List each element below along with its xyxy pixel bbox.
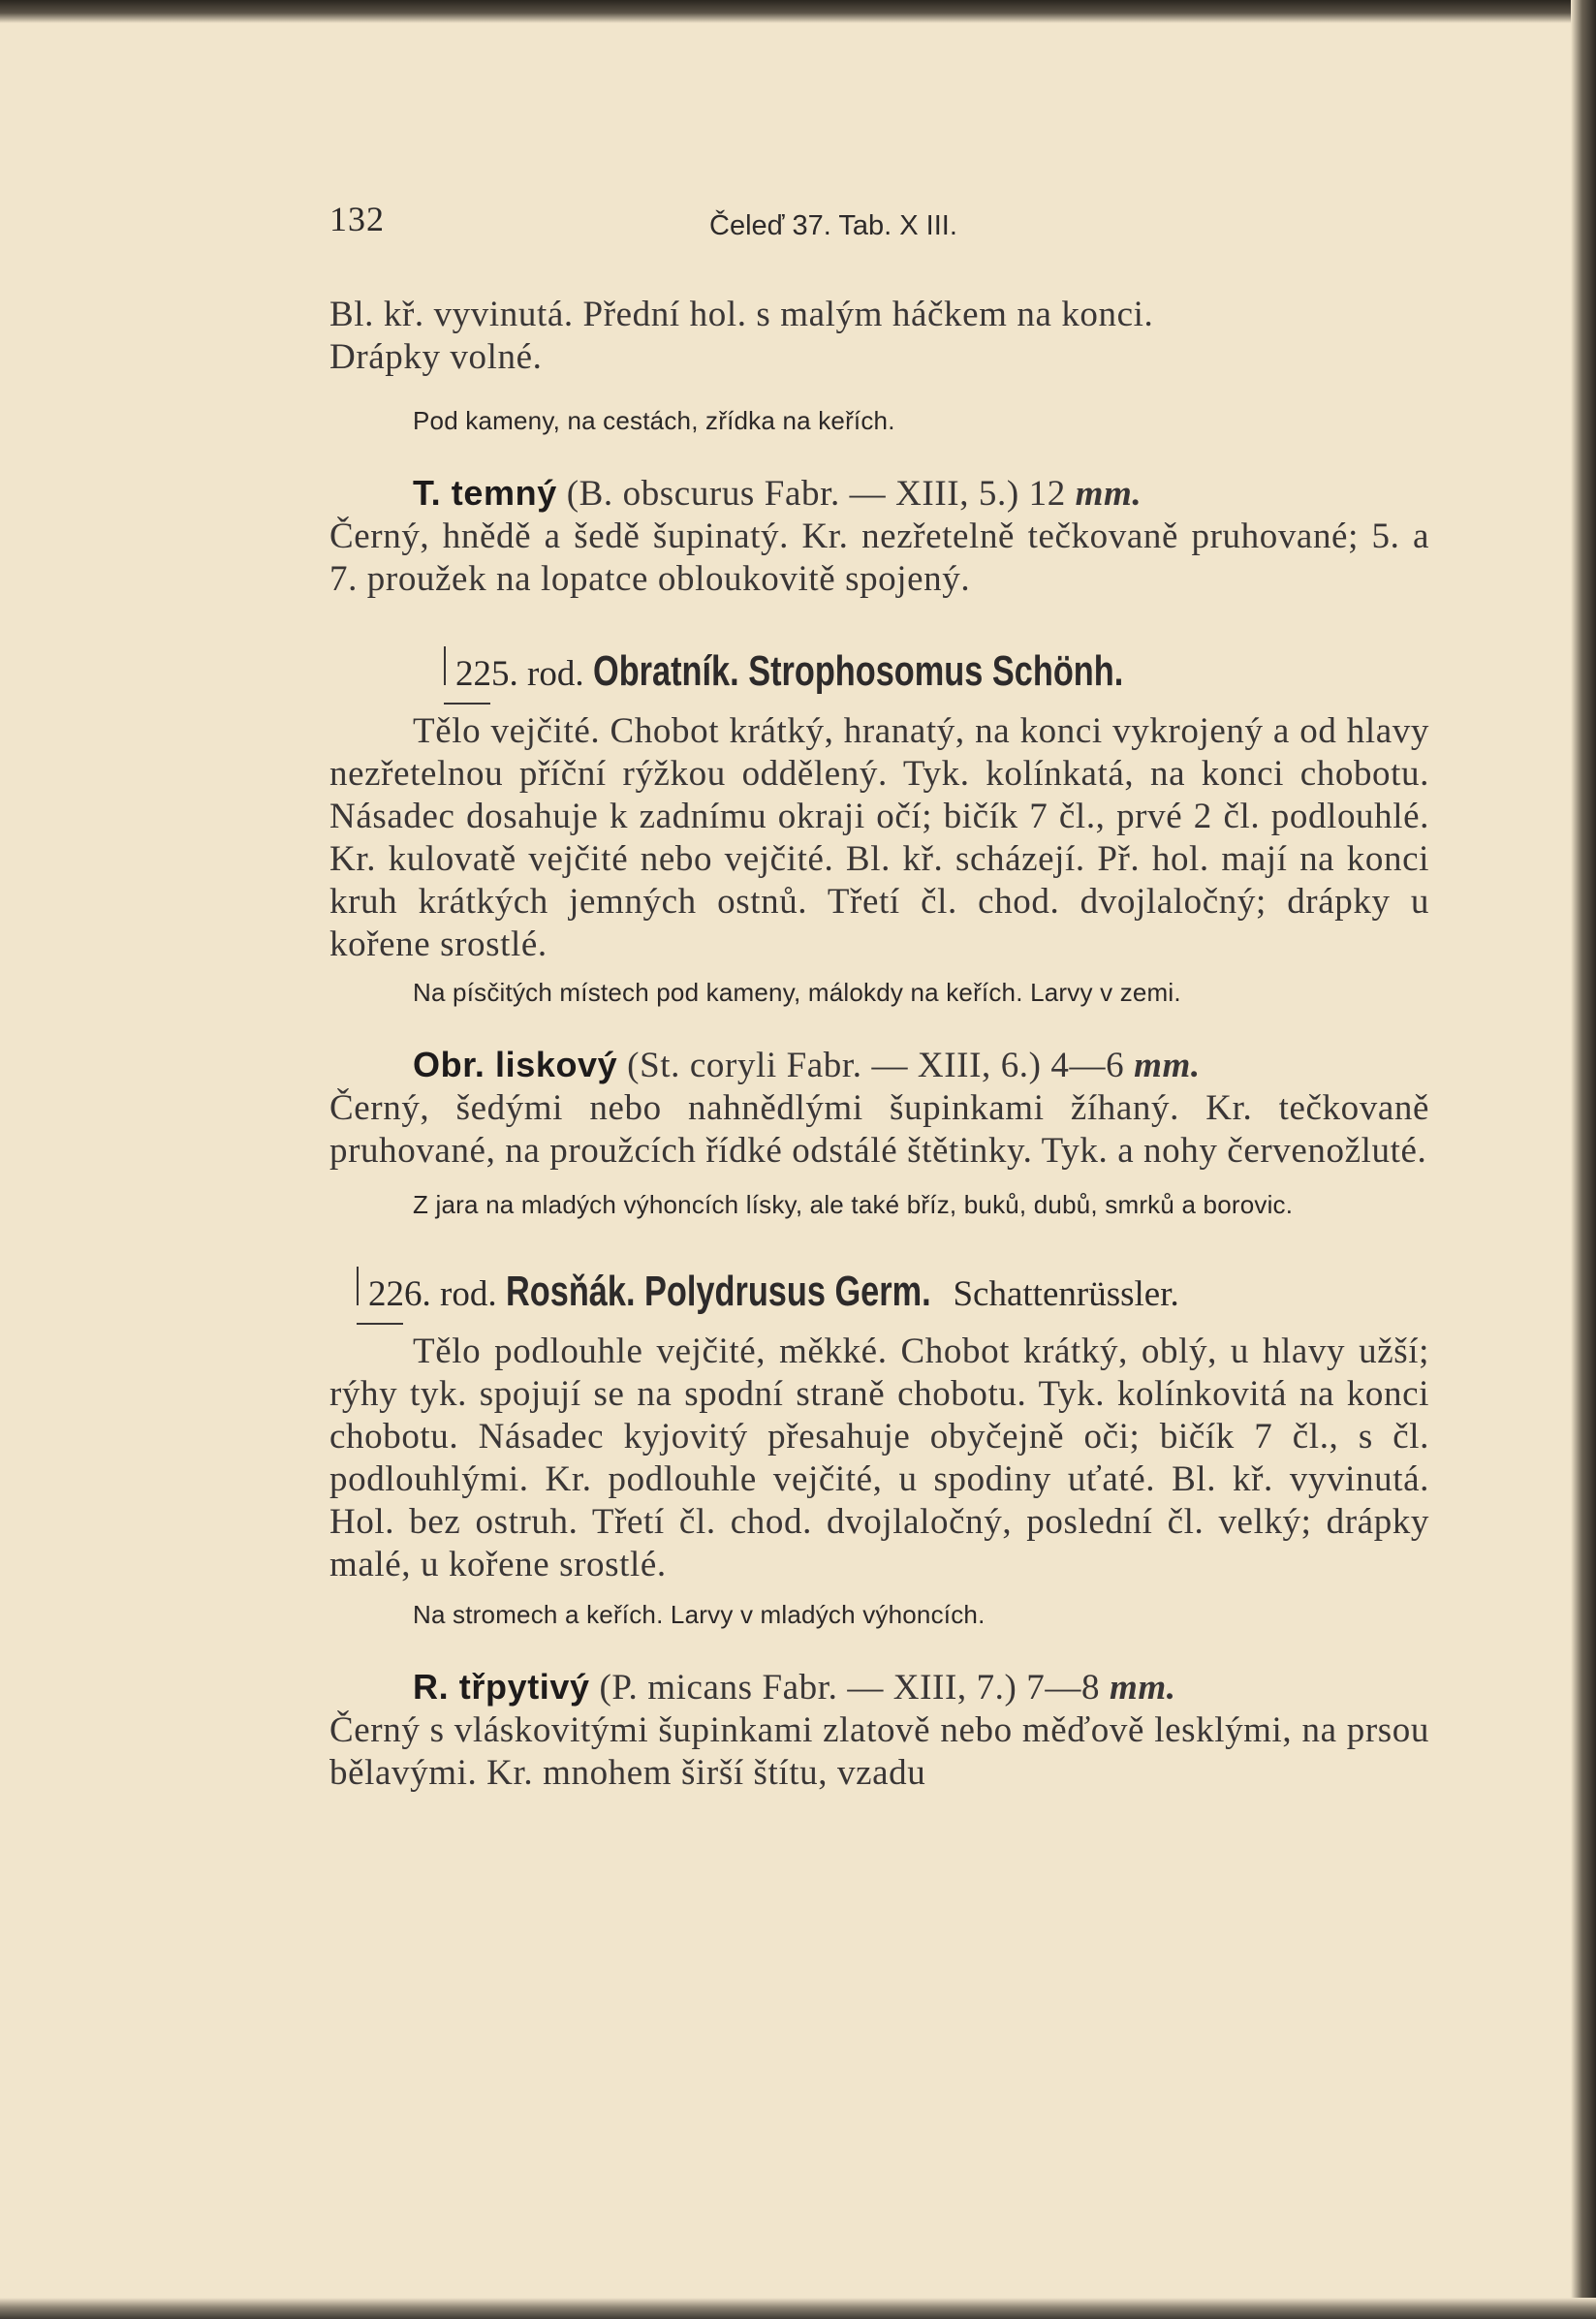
species-t-entry bbox=[329, 472, 1429, 516]
species-r-name: R. třpytivý bbox=[413, 1667, 590, 1707]
species-obr-entry bbox=[329, 1044, 1429, 1087]
genus-226-habitat: Na stromech a keřích. Larvy v mladých výhoncích. bbox=[413, 1600, 986, 1629]
species-obr-name: Obr. liskový bbox=[413, 1045, 618, 1084]
genus-225-name: Obratník. Strophosomus Schönh. bbox=[592, 647, 1124, 695]
genus-226-rank: . rod. bbox=[422, 1274, 506, 1314]
species-t-detail: (B. obscurus Fabr. — XIII, 5.) 12 bbox=[556, 474, 1076, 514]
species-obr-unit: mm. bbox=[1134, 1046, 1201, 1085]
species-obr-habitat: Z jara na mladých výhoncích lísky, ale také bříz, buků, dubů, smrků a borovic. bbox=[413, 1190, 1294, 1219]
genus-226-number: 226 bbox=[368, 1270, 422, 1319]
page-content bbox=[329, 199, 1429, 1795]
genus-225-description: Tělo vejčité. Chobot krátký, hranatý, na konci vykrojený a od hlavy nezřetelnou příční rýžkou oddělený. Tyk. kolínkatá, na konci chobotu. Násadec dosahuje k zadnímu okraji očí; bičík 7 čl., prvé 2 čl. podlouhlé. Kr. kulovatě vejčité nebo vejčité. Bl. kř. scházejí. Př. hol. mají na konci kruh krátkých jemných ostnů. Třetí čl. chod. dvojlaločný; drápky u kořene srostlé. bbox=[329, 711, 1429, 964]
species-r-description: Černý s vláskovitými šupinkami zlatově nebo měďově lesklými, na prsou bělavými. Kr. mnohem širší štítu, vzadu bbox=[329, 1710, 1429, 1793]
species-r-entry bbox=[329, 1666, 1429, 1709]
page-number: 132 bbox=[329, 200, 385, 238]
running-head: Čeleď 37. Tab. X III. bbox=[709, 210, 957, 241]
page-header bbox=[329, 199, 1429, 257]
genus-225-heading bbox=[329, 647, 1429, 699]
species-r-detail: (P. micans Fabr. — XIII, 7.) 7—8 bbox=[589, 1668, 1110, 1708]
species-t-unit: mm. bbox=[1075, 474, 1142, 514]
scan-edge-right bbox=[1571, 0, 1596, 2319]
genus-226-description: Tělo podlouhle vejčité, měkké. Chobot krátký, oblý, u hlavy užší; rýhy tyk. spojují se na spodní straně chobotu. Tyk. kolínkovitá na konci chobotu. Násadec kyjovitý přesahuje obyčejně oči; bičík 7 čl., s čl. podlouhlými. Kr. podlouhle vejčité, u spodiny uťaté. Bl. kř. vyvinutá. Hol. bez ostruh. Třetí čl. chod. dvojlaločný, poslední čl. velký; drápky malé, u kořene srostlé. bbox=[329, 1332, 1429, 1584]
intro-line-2: Drápky volné. bbox=[329, 337, 543, 377]
intro-line-1: Bl. kř. vyvinutá. Přední hol. s malým háčkem na konci. bbox=[329, 295, 1154, 334]
species-t-description: Černý, hnědě a šedě šupinatý. Kr. nezřetelně tečkovaně pruhované; 5. a 7. proužek na lopatce obloukovitě spojený. bbox=[329, 517, 1429, 599]
species-r-unit: mm. bbox=[1109, 1668, 1176, 1708]
scan-edge-top bbox=[0, 0, 1596, 23]
species-obr-description: Černý, šedými nebo nahnědlými šupinkami žíhaný. Kr. tečkovaně pruhované, na proužcích řídké odstálé štětinky. Tyk. a nohy červenožluté. bbox=[329, 1088, 1429, 1171]
intro-habitat: Pod kameny, na cestách, zřídka na keřích. bbox=[413, 406, 895, 435]
genus-226-name: Rosňák. Polydrusus Germ. bbox=[505, 1268, 931, 1315]
species-t-name: T. temný bbox=[413, 473, 557, 513]
species-obr-detail: (St. coryli Fabr. — XIII, 6.) 4—6 bbox=[617, 1046, 1135, 1085]
genus-226-common-name: Schattenrüssler. bbox=[944, 1274, 1179, 1314]
genus-225-rank: . rod. bbox=[509, 654, 593, 694]
scan-edge-bottom bbox=[0, 2298, 1596, 2319]
genus-226-heading bbox=[329, 1268, 1429, 1319]
genus-225-habitat: Na písčitých místech pod kameny, málokdy na keřích. Larvy v zemi. bbox=[413, 978, 1181, 1007]
genus-225-number: 225 bbox=[455, 650, 510, 699]
